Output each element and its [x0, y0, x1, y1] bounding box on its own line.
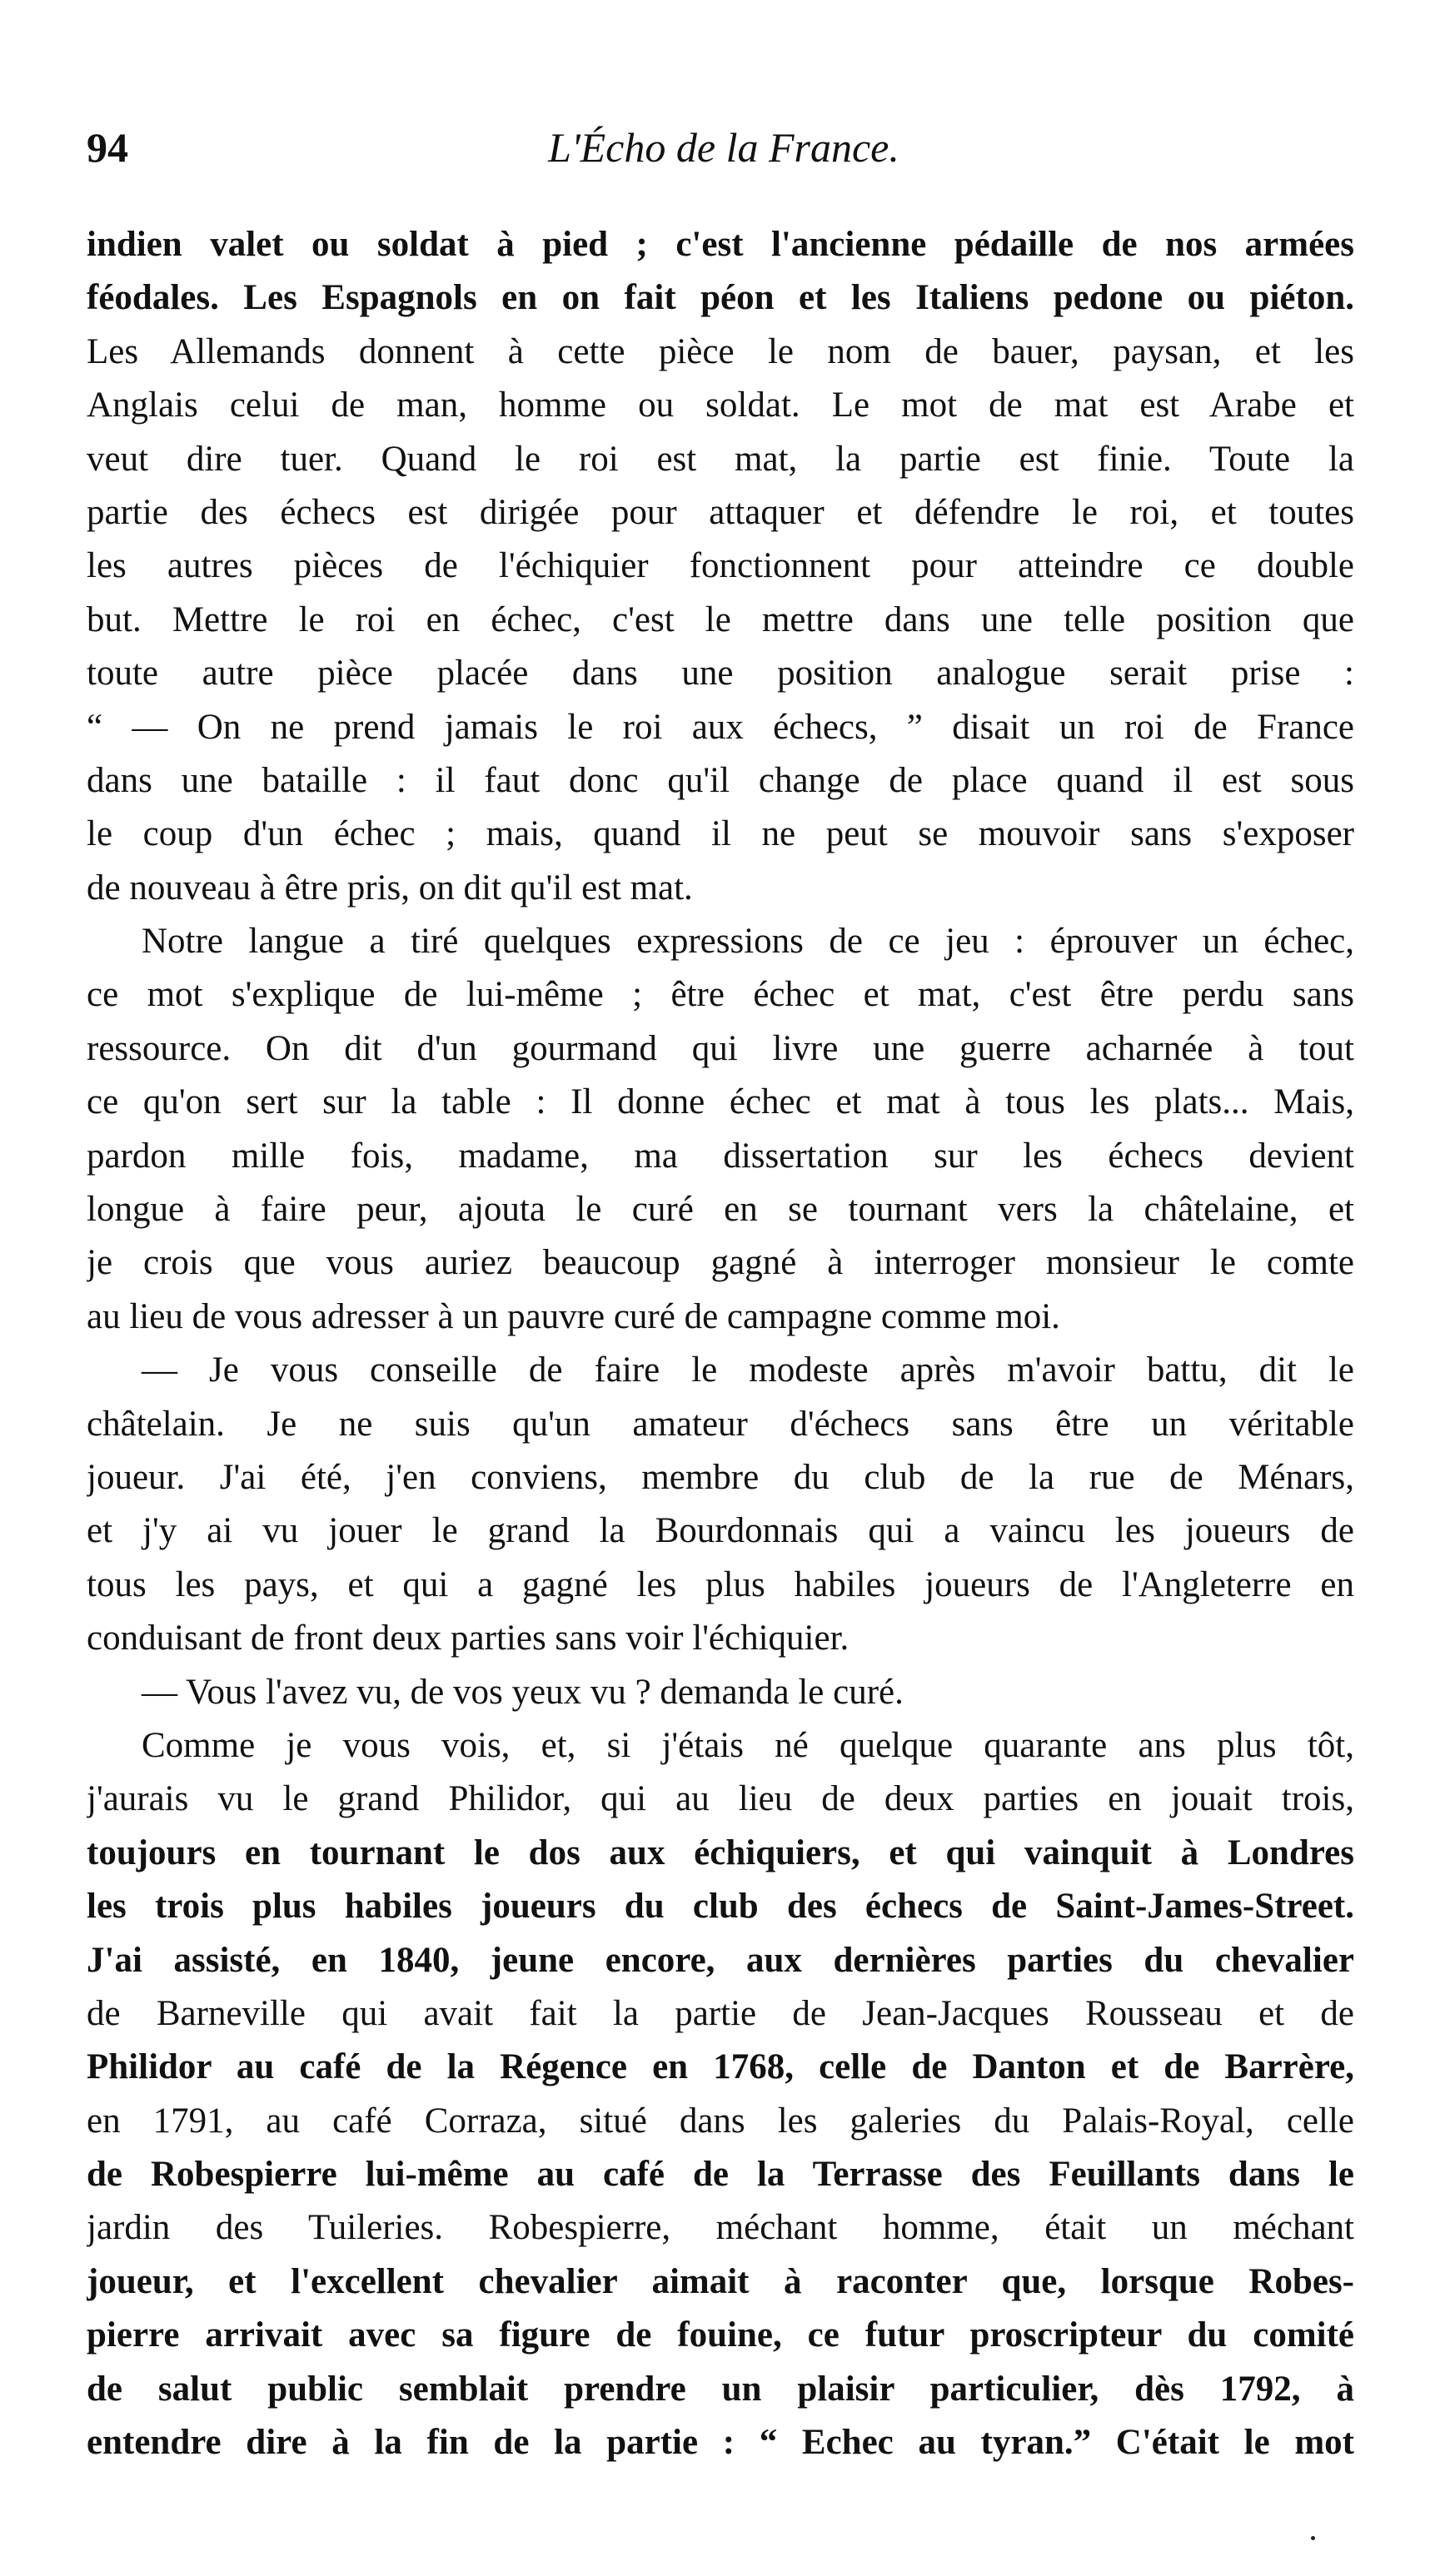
text-line: le coup d'un échec ; mais, quand il ne peut se mouvoir sans s'exposer — [87, 814, 1354, 854]
text-line: Notre langue a tiré quelques expressions de ce jeu : éprouver un échec, — [142, 922, 1354, 962]
text-line: et j'y ai vu jouer le grand la Bourdonnais qui a vaincu les joueurs de — [87, 1511, 1354, 1551]
text-line: — Vous l'avez vu, de vos yeux vu ? demanda le curé. — [142, 1672, 904, 1712]
text-line: — Je vous conseille de faire le modeste après m'avoir battu, dit le — [142, 1350, 1354, 1390]
text-line: de nouveau à être pris, on dit qu'il est mat. — [87, 868, 693, 908]
text-line: au lieu de vous adresser à un pauvre curé de campagne comme moi. — [87, 1296, 1060, 1336]
text-line: joueur. J'ai été, j'en conviens, membre du club de la rue de Ménars, — [87, 1457, 1354, 1497]
text-line: châtelain. Je ne suis qu'un amateur d'échecs sans être un véritable — [87, 1404, 1354, 1444]
text-line: jardin des Tuileries. Robespierre, méchant homme, était un méchant — [87, 2208, 1354, 2248]
text-line: indien valet ou soldat à pied ; c'est l'ancienne pédaille de nos armées — [87, 225, 1354, 264]
text-line: ce mot s'explique de lui-même ; être échec et mat, c'est être perdu sans — [87, 975, 1354, 1015]
text-line: entendre dire à la fin de la partie : “ Echec au tyran.” C'était le mot — [87, 2423, 1354, 2463]
text-line: Les Allemands donnent à cette pièce le nom de bauer, paysan, et les — [87, 331, 1354, 371]
text-line: j'aurais vu le grand Philidor, qui au lieu de deux parties en jouait trois, — [87, 1779, 1354, 1819]
text-line: pardon mille fois, madame, ma dissertation sur les échecs devient — [87, 1136, 1354, 1176]
text-line: veut dire tuer. Quand le roi est mat, la partie est finie. Toute la — [87, 439, 1354, 479]
print-speck — [1311, 2536, 1315, 2540]
text-line: les autres pièces de l'échiquier fonctionnent pour atteindre ce double — [87, 546, 1354, 586]
text-line: féodales. Les Espagnols en on fait péon et les Italiens pedone ou piéton. — [87, 278, 1354, 318]
text-line: ressource. On dit d'un gourmand qui livre une guerre acharnée à tout — [87, 1028, 1354, 1068]
text-line: de Barneville qui avait fait la partie de Jean-Jacques Rousseau et de — [87, 1993, 1354, 2033]
body-text — [87, 218, 1354, 2469]
text-line: but. Mettre le roi en échec, c'est le mettre dans une telle position que — [87, 599, 1354, 639]
text-line: conduisant de front deux parties sans voir l'échiquier. — [87, 1619, 850, 1658]
text-line: toute autre pièce placée dans une position analogue serait prise : — [87, 654, 1354, 694]
text-line: partie des échecs est dirigée pour attaquer et défendre le roi, et toutes — [87, 492, 1354, 532]
running-title: L'Écho de la France. — [548, 124, 899, 171]
page-number: 94 — [87, 124, 128, 171]
page-header — [87, 123, 1361, 182]
text-line: joueur, et l'excellent chevalier aimait à raconter que, lorsque Robes- — [87, 2261, 1354, 2301]
text-line: tous les pays, et qui a gagné les plus habiles joueurs de l'Angleterre en — [87, 1564, 1354, 1604]
text-line: Anglais celui de man, homme ou soldat. Le mot de mat est Arabe et — [87, 385, 1354, 425]
text-line: Philidor au café de la Régence en 1768, celle de Danton et de Barrère, — [87, 2047, 1354, 2087]
text-line: les trois plus habiles joueurs du club des échecs de Saint-James-Street. — [87, 1887, 1354, 1927]
text-line: longue à faire peur, ajouta le curé en se tournant vers la châtelaine, et — [87, 1190, 1354, 1230]
text-line: dans une bataille : il faut donc qu'il change de place quand il est sous — [87, 760, 1354, 800]
text-line: “ — On ne prend jamais le roi aux échecs, ” disait un roi de France — [87, 707, 1354, 747]
text-line: ce qu'on sert sur la table : Il donne échec et mat à tous les plats... Mais, — [87, 1082, 1354, 1122]
text-line: je crois que vous auriez beaucoup gagné à interroger monsieur le comte — [87, 1243, 1354, 1283]
text-line: pierre arrivait avec sa figure de fouine, ce futur proscripteur du comité — [87, 2315, 1354, 2355]
text-line: toujours en tournant le dos aux échiquiers, et qui vainquit à Londres — [87, 1833, 1354, 1872]
text-line: J'ai assisté, en 1840, jeune encore, aux dernières parties du chevalier — [87, 1940, 1354, 1980]
text-line: Comme je vous vois, et, si j'étais né quelque quarante ans plus tôt, — [142, 1725, 1354, 1765]
text-line: de Robespierre lui-même au café de la Terrasse des Feuillants dans le — [87, 2155, 1354, 2195]
text-line: en 1791, au café Corraza, situé dans les galeries du Palais-Royal, celle — [87, 2101, 1354, 2141]
text-line: de salut public semblait prendre un plaisir particulier, dès 1792, à — [87, 2369, 1354, 2409]
